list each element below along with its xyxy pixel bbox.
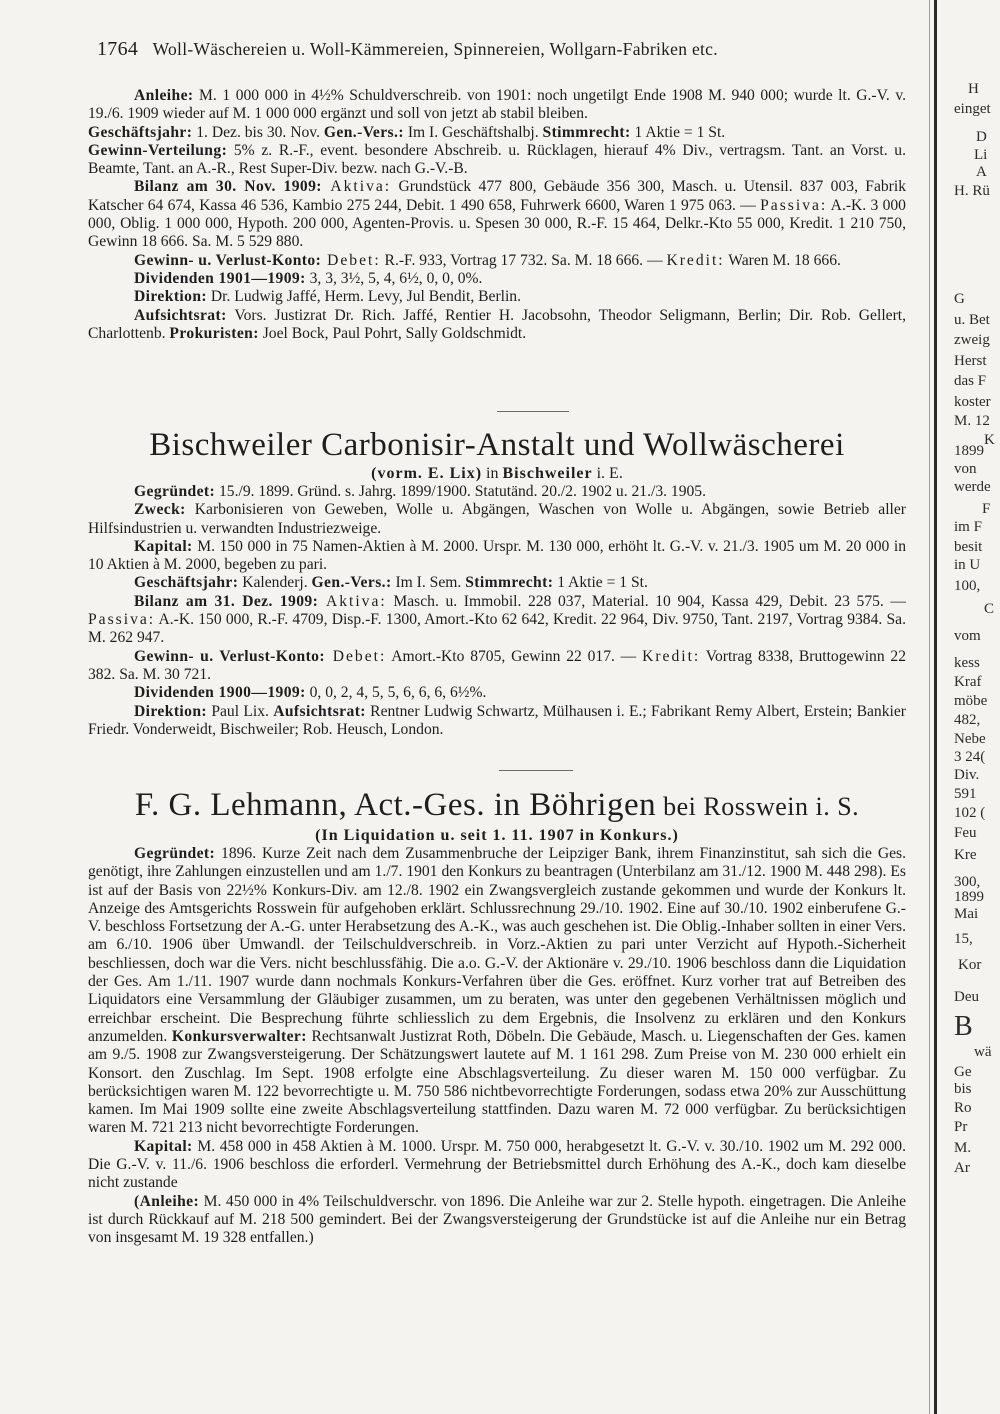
gegruendet-paragraph: Gegründet: 15./9. 1899. Gründ. s. Jahrg. 1899/1900. Statutänd. 20./2. 1902 u. 21./3. 1905. xyxy=(134,483,706,500)
facing-page-line: Kor xyxy=(958,957,982,973)
facing-page-line: 482, xyxy=(954,712,981,728)
entry-bischweiler xyxy=(88,426,906,739)
dividenden-paragraph: Dividenden 1900—1909: 0, 0, 2, 4, 5, 5, 6, 6, 6, 6½%. xyxy=(134,684,487,702)
facing-page-line: in U xyxy=(954,557,981,573)
company-subtitle: (In Liquidation u. seit 1. 11. 1907 in Konkurs.) xyxy=(315,827,679,844)
geschaeftsjahr-paragraph: Geschäftsjahr: 1. Dez. bis 30. Nov. Gen.-Vers.: Im I. Geschäftshalbj. Stimmrecht: 1 Aktie = 1 St. xyxy=(88,123,726,141)
facing-page-line: D xyxy=(976,129,987,145)
facing-page-line: 102 ( xyxy=(954,805,986,821)
page-number: 1764 xyxy=(97,38,139,60)
bilanz-paragraph: Bilanz am 31. Dez. 1909: Aktiva: Masch. u. Immobil. 228 037, Material. 10 904, Kassa 429, Debit. 23 575. — Passiva: A.-K. 150 000, R.-F. 4709, Disp.-F. 1300, Amort.-Kto 62 642, Kredit. 22 964, Div. 9750, Tant. 2197, Vortrag 9384. Sa. M. 262 947. xyxy=(88,592,907,647)
facing-page-line: von xyxy=(954,461,977,477)
geschaeftsjahr-paragraph: Geschäftsjahr: Kalenderj. Gen.-Vers.: Im I. Sem. Stimmrecht: 1 Aktie = 1 St. xyxy=(134,574,648,592)
facing-page-line: K xyxy=(984,432,995,448)
facing-page-line: 15, xyxy=(954,931,973,947)
facing-page-line: B xyxy=(954,1011,973,1042)
facing-page-line: das F xyxy=(954,373,987,389)
facing-page-line: M. xyxy=(954,1140,972,1156)
facing-page-line: 591 xyxy=(954,786,977,802)
facing-page-line: M. 12 xyxy=(954,413,990,429)
entry-continued xyxy=(88,87,906,343)
facing-page-line: kess xyxy=(954,655,980,671)
entry-lehmann xyxy=(88,786,906,1248)
facing-page-line: werde xyxy=(954,479,991,495)
facing-page-line: bis xyxy=(954,1081,972,1097)
facing-page-line: 3 24( xyxy=(954,749,986,765)
bilanz-paragraph: Bilanz am 30. Nov. 1909: Aktiva: Grundstück 477 800, Gebäude 356 300, Masch. u. Utensil. 837 003, Fabrik Katscher 64 674, Kassa 46 536, Kambio 275 244, Debit. 1 490 658, Fuhrwerk 6600, Waren 1 975 063. — Passiva: A.-K. 3 000 000, Oblig. 1 000 000, Hypoth. 200 000, Agenten-Provis. u. Spesen 30 000, R.-F. 15 464, Delkr.-Kto 55 000, Kredit. 1 210 750, Gewinn 18 666. Sa. M. 5 529 880. xyxy=(88,178,906,251)
facing-page-line: H xyxy=(968,81,979,97)
facing-page-line: G xyxy=(954,291,965,307)
facing-page-line: H. Rü xyxy=(954,183,990,199)
facing-page-line: A xyxy=(976,164,987,180)
facing-page-line: Herst xyxy=(954,353,987,369)
company-name: F. G. Lehmann, Act.-Ges. in Böhrigen bei Rosswein i. S. xyxy=(134,787,860,823)
guv-paragraph: Gewinn- u. Verlust-Konto: Debet: R.-F. 933, Vortrag 17 732. Sa. M. 18 666. — Kredit: Waren M. 18 666. xyxy=(134,251,841,269)
guv-paragraph: Gewinn- u. Verlust-Konto: Debet: Amort.-Kto 8705, Gewinn 22 017. — Kredit: Vortrag 8338, Bruttogewinn 22 382. Sa. M. 30 721. xyxy=(88,647,907,683)
facing-page-line: 1899 xyxy=(954,889,984,905)
facing-page-line: Mai xyxy=(954,906,979,922)
facing-page-line: Ge xyxy=(954,1064,972,1080)
page-gutter-shadow xyxy=(929,0,930,1414)
company-name: Bischweiler Carbonisir-Anstalt und Wollwäscherei xyxy=(149,427,845,463)
facing-page-line: koster xyxy=(954,394,991,410)
running-title: Woll-Wäschereien u. Woll-Kämmereien, Spinnereien, Wollgarn-Fabriken etc. xyxy=(152,39,718,59)
facing-page-line: im F xyxy=(954,519,982,535)
facing-page-line: Deu xyxy=(954,989,979,1005)
running-head xyxy=(97,38,917,61)
facing-page-line: einget xyxy=(954,101,991,117)
facing-page-line: 100, xyxy=(954,578,981,594)
facing-page-line: 300, xyxy=(954,874,981,890)
kapital-paragraph: Kapital: M. 458 000 in 458 Aktien à M. 1000. Urspr. M. 750 000, herabgesetzt lt. G.-V. v. 30./10. 1902 um M. 292 000. Die G.-V. v. 11./6. 1906 beschloss die erforderl. Vermehrung der Betriebsmittel durch Erhöhung des A.-K., doch kam dieselbe nicht zustande xyxy=(88,1137,906,1192)
facing-page-line: C xyxy=(984,601,995,617)
gewinn-verteilung-paragraph: Gewinn-Verteilung: 5% z. R.-F., event. besondere Abschreib. u. Rücklagen, hierauf 4% Div., vertragsm. Tant. an Vorst. u. Beamte, Tant. an A.-R., Rest Super-Div. bezw. nach G.-V.-B. xyxy=(88,141,906,178)
facing-page-line: 1899 xyxy=(954,443,984,459)
facing-page-line: Ro xyxy=(954,1100,972,1116)
facing-page-line: Kre xyxy=(954,847,977,863)
zweck-paragraph: Zweck: Karbonisieren von Geweben, Wolle u. Abgängen, Waschen von Wolle u. Abgängen, sowie Betrieb aller Hilfsindustrien u. verwandten Industriezweige. xyxy=(88,501,906,537)
facing-page-line: möbe xyxy=(954,693,988,709)
gegruendet-paragraph: Gegründet: 1896. Kurze Zeit nach dem Zusammenbruche der Leipziger Bank, ihrem Finanzinstitut, sah sich die Ges. genötigt, ihre Zahlungen einzustellen und am 1./7. 1901 den Konkurs zu beantragen (Unterbilanz am 31./12. 1900 M. 448 298). Es ist auf der Basis von 22½% Konkurs-Div. am 12./8. 1902 ein Zwangsvergleich zustande gekommen und wurde der Konkurs lt. Anzeige des Amtsgerichts Rosswein für aufgehoben erklärt. Schlussrechnung 29./10. 1902. Eine auf 30./10. 1902 einberufene G.-V. beschloss Fortsetzung der A.-G. unter Herabsetzung des A.-K., was auch geschehen ist. Die Oblig.-Inhaber sollten in einer Vers. am 6./10. 1906 über Umwandl. der Teilschuldverschreib. in Vorz.-Aktien zu pari unter Verzicht auf Hypoth.-Sicherheit beschliessen, doch war die Vers. nicht beschlussfähig. Die a.o. G.-V. der Aktionäre v. 29./10. 1906 beschloss dann die Liquidation der Ges. Am 1./11. 1907 wurde dann nochmals Konkurs-Verfahren über die Ges. eröffnet. Kurz vorher trat auf Betreiben des Liquidators eine Versammlung der Gläubiger zusammen, um zu beraten, was unter den gegebenen Verhältnissen möglich und erreichbar erscheint. Die Besprechung führte schliesslich zu dem Ergebnis, die Insolvenz zu erklären und den Konkurs anzumelden. Konkursverwalter: Rechtsanwalt Justizrat Roth, Döbeln. Die Gebäude, Masch. u. Liegenschaften der Ges. kamen am 9./5. 1908 zur Zwangsversteigerung. Der Schätzungswert lautete auf M. 1 161 298. Zum Preise von M. 230 000 erhielt ein Konsort. den Zuschlag. Im Sept. 1908 erfolgte eine Abschlagsverteilung. Zu dieser waren M. 150 000 verfügbar. Zu berücksichtigen waren M. 122 bevorrechtigte u. M. 750 586 nichtbevorrechtigte Forderungen, sodass etwa 20% zur Ausschüttung kamen. Im Mai 1909 sollte eine zweite Abschlagsverteilung stattfinden. Dazu waren M. 72 000 verfügbar. Zu berücksichtigen waren M. 721 213 nicht bevorrechtigte Forderungen. xyxy=(88,845,906,1137)
page-gutter xyxy=(934,0,937,1414)
facing-page-line: Div. xyxy=(954,767,980,783)
kapital-paragraph: Kapital: M. 150 000 in 75 Namen-Aktien à M. 2000. Urspr. M. 130 000, erhöht lt. G.-V. v. 21./3. 1905 um M. 20 000 in 10 Aktien à M. 2000, begeben zu pari. xyxy=(88,537,906,574)
facing-page-line: zweig xyxy=(954,332,990,348)
dividenden-paragraph: Dividenden 1901—1909: 3, 3, 3½, 5, 4, 6½, 0, 0, 0%. xyxy=(134,269,483,287)
facing-page-line: Pr xyxy=(954,1119,968,1135)
aufsichtsrat-paragraph: Aufsichtsrat: Vors. Justizrat Dr. Rich. Jaffé, Rentier H. Jacobsohn, Theodor Seligmann, Berlin; Dir. Rob. Gellert, Charlottenb. Prokuristen: Joel Bock, Paul Pohrt, Sally Goldschmidt. xyxy=(88,306,906,342)
divider xyxy=(497,411,569,412)
facing-page-line: Li xyxy=(974,147,988,163)
direktion-paragraph: Direktion: Paul Lix. Aufsichtsrat: Rentner Ludwig Schwartz, Mülhausen i. E.; Fabrikant Remy Albert, Erstein; Bankier Friedr. Vonderweidt, Bischweiler; Rob. Heusch, London. xyxy=(88,702,906,738)
facing-page-line: Ar xyxy=(954,1160,970,1176)
direktion-paragraph: Direktion: Dr. Ludwig Jaffé, Herm. Levy, Jul Bendit, Berlin. xyxy=(134,288,521,306)
anleihe-paragraph: (Anleihe: M. 450 000 in 4% Teilschuldverschr. von 1896. Die Anleihe war zur 2. Stelle hypoth. eingetragen. Die Anleihe ist durch Rückkauf auf M. 218 500 gemindert. Bei der Zwangsversteigerung der Grundstücke ist auf die Anleihe nur ein Betrag von insgesamt M. 19 328 entfallen.) xyxy=(88,1192,906,1247)
facing-page-line: vom xyxy=(954,628,981,644)
facing-page-line: Nebe xyxy=(954,731,986,747)
facing-page-line: Kraf xyxy=(954,674,982,690)
facing-page-line: Feu xyxy=(954,825,977,841)
company-subtitle: (vorm. E. Lix) in Bischweiler i. E. xyxy=(371,465,623,482)
facing-page-line: F xyxy=(982,501,991,517)
anleihe-paragraph: Anleihe: M. 1 000 000 in 4½% Schuldverschreib. von 1901: noch ungetilgt Ende 1908 M. 940 000; wurde lt. G.-V. v. 19./6. 1909 wieder auf M. 1 000 000 ergänzt und soll von jetzt ab stabil bleiben. xyxy=(88,87,906,123)
facing-page-line: besit xyxy=(954,539,983,555)
divider xyxy=(499,770,573,771)
facing-page-fragment xyxy=(944,0,1000,1414)
facing-page-line: wä xyxy=(974,1044,992,1060)
facing-page-line: u. Bet xyxy=(954,312,990,328)
